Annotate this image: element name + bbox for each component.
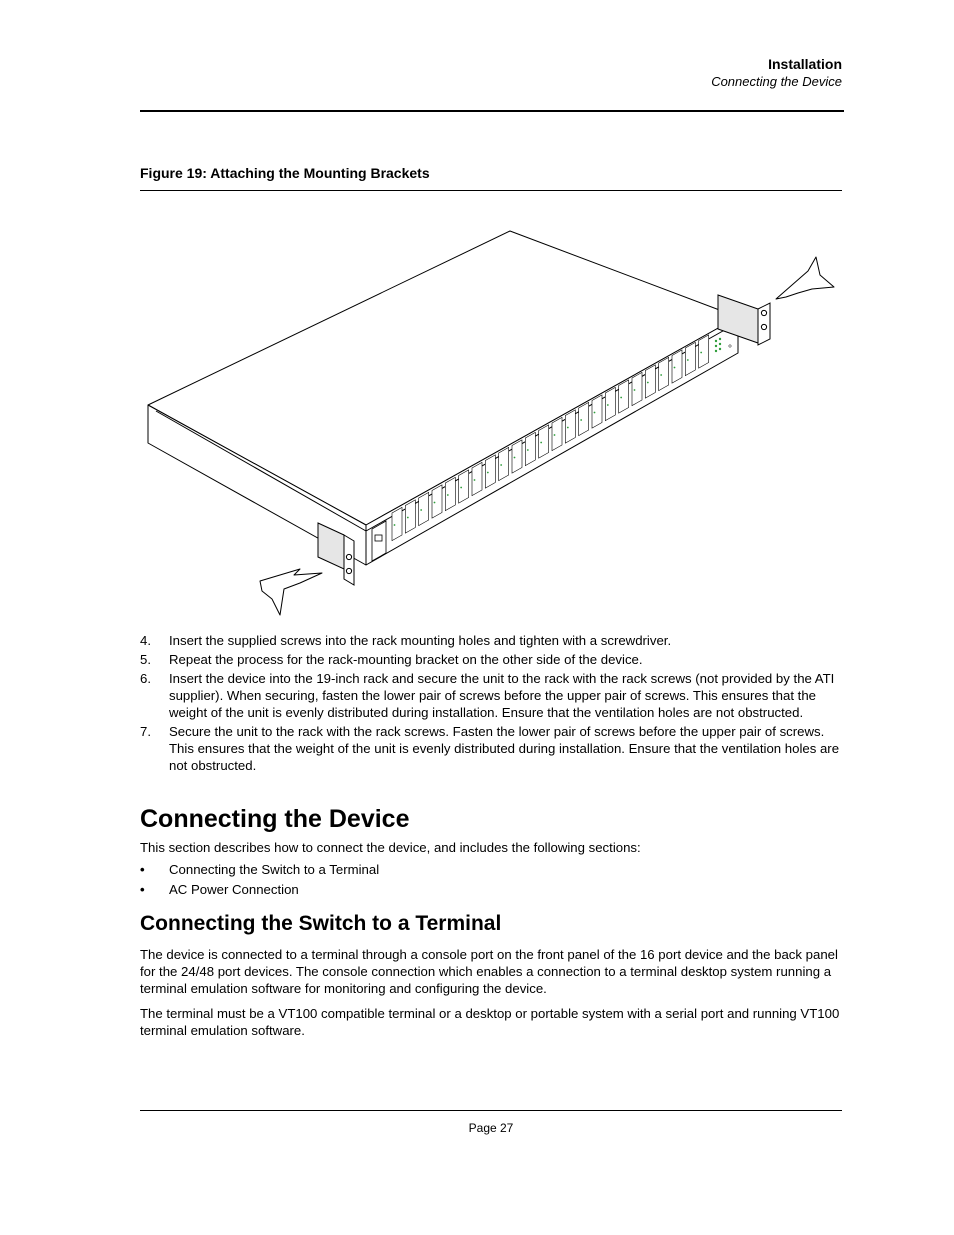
arrow-left-icon bbox=[260, 569, 322, 615]
port-led bbox=[474, 479, 476, 481]
port-led bbox=[620, 397, 622, 399]
port-led bbox=[634, 389, 636, 391]
section-heading: Connecting the Device bbox=[140, 805, 410, 833]
body-paragraph: The terminal must be a VT100 compatible terminal or a desktop or portable system with a serial port and running VT100 terminal emulation software. bbox=[140, 1006, 840, 1038]
port-led bbox=[434, 502, 436, 504]
mounting-brackets-illustration bbox=[140, 205, 842, 625]
port-block bbox=[699, 335, 709, 368]
bullet-icon: • bbox=[140, 862, 145, 877]
step-number: 4. bbox=[140, 633, 151, 648]
port-led bbox=[394, 524, 396, 526]
subsection-heading: Connecting the Switch to a Terminal bbox=[140, 912, 502, 935]
running-header-title: Installation bbox=[768, 56, 842, 72]
port-block bbox=[405, 500, 415, 533]
section-bullet-list bbox=[140, 860, 379, 900]
step-text: Insert the device into the 19-inch rack and secure the unit to the rack with the rack screws (not provided by the ATI supplier). When securing, fasten the lower pair of screws before the upper pair of screws. This ensures that the weight of the unit is evenly distributed during installation. Ensure that the ventilation holes are not obstructed. bbox=[169, 671, 835, 720]
port-led bbox=[594, 412, 596, 414]
step-number: 5. bbox=[140, 652, 151, 667]
port-block bbox=[565, 410, 575, 443]
port-led bbox=[660, 374, 662, 376]
port-led bbox=[420, 509, 422, 511]
step-text: Repeat the process for the rack-mounting bracket on the other side of the device. bbox=[169, 652, 643, 667]
port-block bbox=[645, 365, 655, 398]
port-block bbox=[632, 372, 642, 405]
port-block bbox=[419, 492, 429, 525]
port-block bbox=[659, 357, 669, 390]
step-item bbox=[140, 651, 842, 668]
bullet-text: AC Power Connection bbox=[169, 882, 299, 897]
port-block bbox=[579, 402, 589, 435]
step-item bbox=[140, 632, 842, 649]
port-led bbox=[647, 382, 649, 384]
bullet-text: Connecting the Switch to a Terminal bbox=[169, 862, 380, 877]
body-paragraph: The device is connected to a terminal through a console port on the front panel of the 16 port device and the back panel for the 24/48 port devices. The console connection which enables a connection to a terminal desktop system running a terminal emulation software for monitoring and configuring the device. bbox=[140, 947, 838, 996]
step-item bbox=[140, 723, 842, 774]
port-block bbox=[619, 380, 629, 413]
port-block bbox=[472, 462, 482, 495]
port-block bbox=[592, 395, 602, 428]
port-led bbox=[487, 472, 489, 474]
list-item bbox=[140, 860, 379, 880]
list-item bbox=[140, 880, 379, 900]
step-text: Insert the supplied screws into the rack mounting holes and tighten with a screwdriver. bbox=[169, 633, 672, 648]
port-block bbox=[525, 432, 535, 465]
port-led bbox=[580, 419, 582, 421]
port-led bbox=[527, 449, 529, 451]
port-led bbox=[514, 457, 516, 459]
bullet-icon: • bbox=[140, 882, 145, 897]
port-led bbox=[607, 404, 609, 406]
port-block bbox=[605, 387, 615, 420]
port-led bbox=[567, 427, 569, 429]
port-block bbox=[459, 470, 469, 503]
step-number: 7. bbox=[140, 724, 151, 739]
page-number: Page 27 bbox=[468, 1121, 514, 1135]
port-led bbox=[460, 487, 462, 489]
port-block bbox=[432, 485, 442, 518]
port-led bbox=[554, 434, 556, 436]
port-led bbox=[687, 359, 689, 361]
port-block bbox=[392, 507, 402, 540]
header-rule bbox=[140, 110, 844, 112]
step-text: Secure the unit to the rack with the rack screws. Fasten the lower pair of screws before the upper pair of screws. This ensures that the weight of the unit is evenly distributed during installation. Ensure that the ventilation holes are not obstructed. bbox=[169, 724, 840, 773]
arrow-right-icon bbox=[776, 257, 834, 299]
figure-rule bbox=[140, 190, 842, 191]
port-led bbox=[407, 517, 409, 519]
port-block bbox=[445, 477, 455, 510]
port-block bbox=[512, 440, 522, 473]
port-block bbox=[672, 350, 682, 383]
port-block bbox=[499, 447, 509, 480]
port-led bbox=[500, 464, 502, 466]
port-block bbox=[685, 342, 695, 375]
figure-caption: Figure 19: Attaching the Mounting Brackets bbox=[140, 165, 430, 181]
port-block bbox=[485, 455, 495, 488]
step-item bbox=[140, 670, 842, 721]
step-number: 6. bbox=[140, 671, 151, 686]
installation-steps bbox=[140, 632, 842, 776]
footer-rule bbox=[140, 1110, 842, 1111]
port-led bbox=[447, 494, 449, 496]
port-block bbox=[552, 417, 562, 450]
port-led bbox=[540, 442, 542, 444]
port-led bbox=[700, 352, 702, 354]
port-led bbox=[674, 367, 676, 369]
section-intro: This section describes how to connect the device, and includes the following sections: bbox=[140, 840, 641, 855]
running-header-subtitle: Connecting the Device bbox=[711, 74, 842, 89]
port-block bbox=[539, 425, 549, 458]
